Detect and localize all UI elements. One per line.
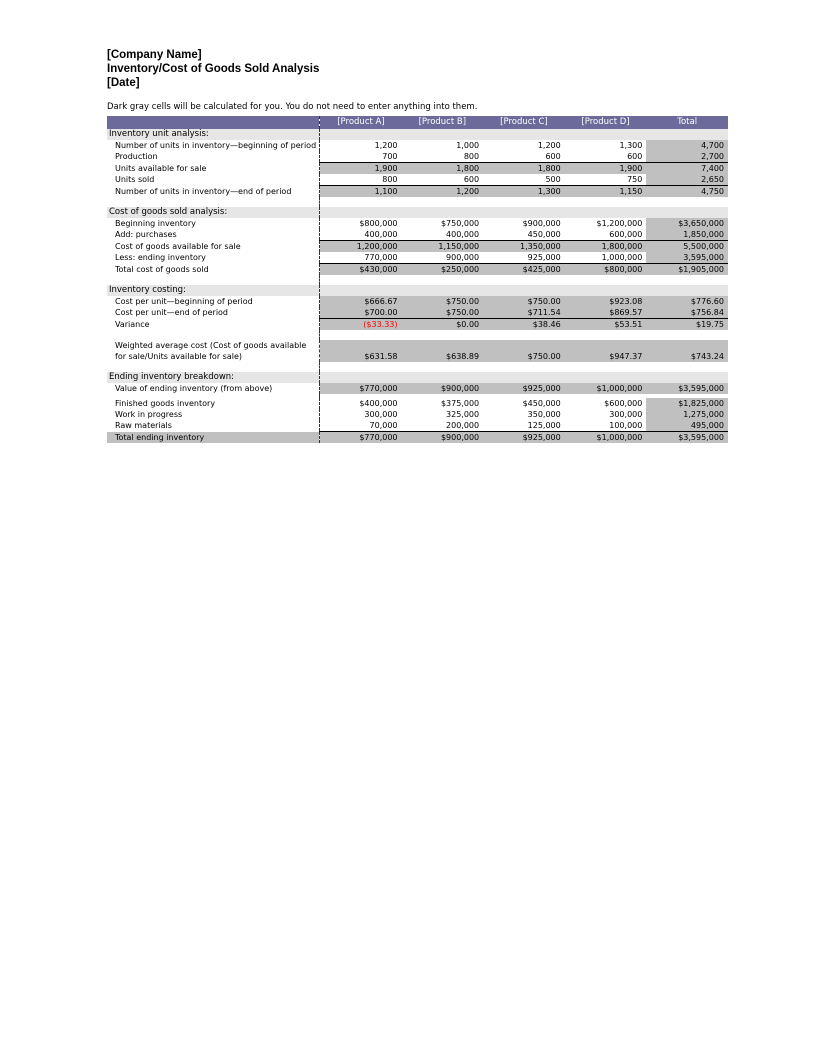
calc-cell: $53.51 <box>565 319 647 331</box>
section-heading: Ending inventory breakdown: <box>107 372 320 383</box>
header-blank <box>107 116 320 129</box>
instruction-note: Dark gray cells will be calculated for you. You do not need to enter anything into them. <box>107 102 478 112</box>
calc-cell: $750.00 <box>483 340 565 362</box>
row-label: Number of units in inventory—end of period <box>107 186 320 198</box>
calc-cell: $756.84 <box>646 307 728 319</box>
calc-cell: 4,750 <box>646 186 728 198</box>
row-label: Value of ending inventory (from above) <box>107 383 320 394</box>
input-cell[interactable]: 600,000 <box>565 229 647 241</box>
input-cell[interactable]: 1,300 <box>619 141 643 150</box>
input-cell[interactable]: $900,000 <box>522 219 561 228</box>
table-row <box>107 264 728 276</box>
calc-cell: 1,100 <box>320 186 402 198</box>
table-row <box>107 229 728 241</box>
calc-cell: 1,150 <box>565 186 647 198</box>
table-row <box>107 340 728 362</box>
calc-cell: $947.37 <box>565 340 647 362</box>
calc-cell: $0.00 <box>402 319 484 331</box>
calc-cell: $1,825,000 <box>646 398 728 409</box>
section-heading: Inventory unit analysis: <box>107 129 320 140</box>
row-label: Add: purchases <box>107 229 320 241</box>
calc-cell: $638.89 <box>402 340 484 362</box>
input-cell[interactable]: 600 <box>565 151 647 163</box>
input-cell[interactable]: 200,000 <box>402 420 484 432</box>
input-cell[interactable]: 500 <box>483 174 565 186</box>
calc-cell: $3,595,000 <box>646 432 728 444</box>
calc-cell: $19.75 <box>646 319 728 331</box>
input-cell[interactable]: $1,200,000 <box>596 219 643 228</box>
row-label: Units available for sale <box>107 163 320 175</box>
report-title: Inventory/Cost of Goods Sold Analysis <box>107 63 320 75</box>
header-product-a[interactable]: [Product A] <box>320 116 402 129</box>
table-row <box>107 420 728 432</box>
calc-cell: 1,200,000 <box>320 241 402 253</box>
section-heading: Inventory costing: <box>107 285 320 296</box>
row-label: Cost per unit—end of period <box>107 307 320 319</box>
calc-cell: $743.24 <box>646 340 728 362</box>
input-cell[interactable]: 300,000 <box>609 410 643 419</box>
calc-cell: 1,850,000 <box>646 229 728 241</box>
row-label: Units sold <box>107 174 320 186</box>
input-cell[interactable]: 600 <box>402 174 484 186</box>
row-label: Production <box>107 151 320 163</box>
calc-cell: 495,000 <box>646 420 728 432</box>
row-label: Total cost of goods sold <box>107 264 320 276</box>
input-cell[interactable]: $375,000 <box>440 399 480 408</box>
section-ending-inventory <box>107 372 728 383</box>
section-unit-analysis <box>107 129 728 140</box>
input-cell[interactable]: 300,000 <box>364 410 398 419</box>
table-row <box>107 140 728 151</box>
input-cell[interactable]: $800,000 <box>359 219 398 228</box>
input-cell[interactable]: 925,000 <box>483 252 565 264</box>
calc-cell: 1,300 <box>483 186 565 198</box>
input-cell[interactable]: 125,000 <box>483 420 565 432</box>
calc-cell: $1,000,000 <box>565 383 647 394</box>
calc-cell: $750.00 <box>483 296 565 307</box>
calc-cell: $3,650,000 <box>646 218 728 229</box>
calc-cell: 1,900 <box>565 163 647 175</box>
calc-cell: $925,000 <box>483 383 565 394</box>
input-cell[interactable]: 70,000 <box>320 420 402 432</box>
calc-cell: $770,000 <box>320 383 402 394</box>
calc-cell: 2,700 <box>646 151 728 163</box>
calc-cell: $3,595,000 <box>646 383 728 394</box>
header-total: Total <box>646 116 728 129</box>
calc-cell: $250,000 <box>402 264 484 276</box>
input-cell[interactable]: 600 <box>483 151 565 163</box>
table-row <box>107 307 728 319</box>
row-label: Variance <box>107 319 320 331</box>
header-product-d[interactable]: [Product D] <box>565 116 647 129</box>
input-cell[interactable]: 800 <box>402 151 484 163</box>
calc-cell: $666.67 <box>320 296 402 307</box>
table-row <box>107 186 728 198</box>
title-block <box>107 48 728 90</box>
row-label: Cost of goods available for sale <box>107 241 320 253</box>
table-row <box>107 398 728 409</box>
calc-cell: $1,000,000 <box>565 432 647 444</box>
calc-cell: 1,350,000 <box>483 241 565 253</box>
section-heading: Cost of goods sold analysis: <box>107 207 320 218</box>
calc-cell: $776.60 <box>646 296 728 307</box>
report-date[interactable]: [Date] <box>107 77 140 89</box>
calc-cell: 1,150,000 <box>402 241 484 253</box>
calc-cell-negative: ($33.33) <box>320 319 402 331</box>
section-inventory-costing <box>107 285 728 296</box>
table-row <box>107 319 728 331</box>
table-row <box>107 409 728 420</box>
calc-cell: 1,800 <box>402 163 484 175</box>
input-cell[interactable]: 1,200 <box>374 141 398 150</box>
row-label: Work in progress <box>107 409 320 420</box>
calc-cell: 1,275,000 <box>646 409 728 420</box>
calc-cell: $900,000 <box>402 383 484 394</box>
row-label: Weighted average cost (Cost of goods available for sale/Units available for sale) <box>107 340 320 362</box>
table-row <box>107 174 728 186</box>
calc-cell: $711.54 <box>483 307 565 319</box>
calc-cell: 3,595,000 <box>646 252 728 264</box>
calc-cell: $869.57 <box>565 307 647 319</box>
input-cell[interactable]: $750,000 <box>440 219 480 228</box>
calc-cell: $430,000 <box>320 264 402 276</box>
row-label: Cost per unit—beginning of period <box>107 296 320 307</box>
input-cell[interactable]: $450,000 <box>522 399 561 408</box>
input-cell[interactable]: 450,000 <box>483 229 565 241</box>
input-cell[interactable]: $600,000 <box>604 399 643 408</box>
table-row <box>107 296 728 307</box>
input-cell[interactable]: 325,000 <box>446 410 480 419</box>
row-label: Total ending inventory <box>107 432 320 444</box>
calc-cell: $900,000 <box>402 432 484 444</box>
calc-cell: 4,700 <box>646 140 728 151</box>
calc-cell: $700.00 <box>320 307 402 319</box>
row-label: Finished goods inventory <box>107 398 320 409</box>
calc-cell: 1,900 <box>320 163 402 175</box>
input-cell[interactable]: 900,000 <box>402 252 484 264</box>
calc-cell: $631.58 <box>320 340 402 362</box>
input-cell[interactable]: $400,000 <box>359 399 398 408</box>
row-label: Less: ending inventory <box>107 252 320 264</box>
input-cell[interactable]: 350,000 <box>527 410 561 419</box>
row-label: Raw materials <box>107 420 320 432</box>
section-cogs-analysis <box>107 207 728 218</box>
calc-cell: $425,000 <box>483 264 565 276</box>
calc-cell: $750.00 <box>402 296 484 307</box>
input-cell[interactable]: 400,000 <box>320 229 402 241</box>
calc-cell: $750.00 <box>402 307 484 319</box>
analysis-table <box>107 116 728 443</box>
input-cell[interactable]: 1,200 <box>537 141 561 150</box>
table-row <box>107 151 728 163</box>
input-cell[interactable]: 1,000 <box>456 141 480 150</box>
calc-cell: $770,000 <box>320 432 402 444</box>
table-row-total <box>107 432 728 444</box>
calc-cell: 7,400 <box>646 163 728 175</box>
calc-cell: $38.46 <box>483 319 565 331</box>
table-row <box>107 163 728 175</box>
calc-cell: 5,500,000 <box>646 241 728 253</box>
input-cell[interactable]: 100,000 <box>565 420 647 432</box>
calc-cell: $1,905,000 <box>646 264 728 276</box>
header-product-c[interactable]: [Product C] <box>483 116 565 129</box>
calc-cell: $925,000 <box>483 432 565 444</box>
input-cell[interactable]: 1,000,000 <box>565 252 647 264</box>
calc-cell: $800,000 <box>565 264 647 276</box>
row-label: Number of units in inventory—beginning of period <box>107 140 320 151</box>
calc-cell: 2,650 <box>646 174 728 186</box>
input-cell[interactable]: 770,000 <box>320 252 402 264</box>
company-name[interactable]: [Company Name] <box>107 49 202 61</box>
header-product-b[interactable]: [Product B] <box>402 116 484 129</box>
worksheet <box>107 48 728 443</box>
calc-cell: $923.08 <box>565 296 647 307</box>
input-cell[interactable]: 750 <box>565 174 647 186</box>
input-cell[interactable]: 700 <box>320 151 402 163</box>
calc-cell: 1,800,000 <box>565 241 647 253</box>
column-header-row <box>107 116 728 129</box>
table-row <box>107 252 728 264</box>
input-cell[interactable]: 800 <box>320 174 402 186</box>
table-row <box>107 241 728 253</box>
input-cell[interactable]: 400,000 <box>402 229 484 241</box>
row-label: Beginning inventory <box>107 218 320 229</box>
table-row <box>107 218 728 229</box>
table-row <box>107 383 728 394</box>
calc-cell: 1,200 <box>402 186 484 198</box>
calc-cell: 1,800 <box>483 163 565 175</box>
